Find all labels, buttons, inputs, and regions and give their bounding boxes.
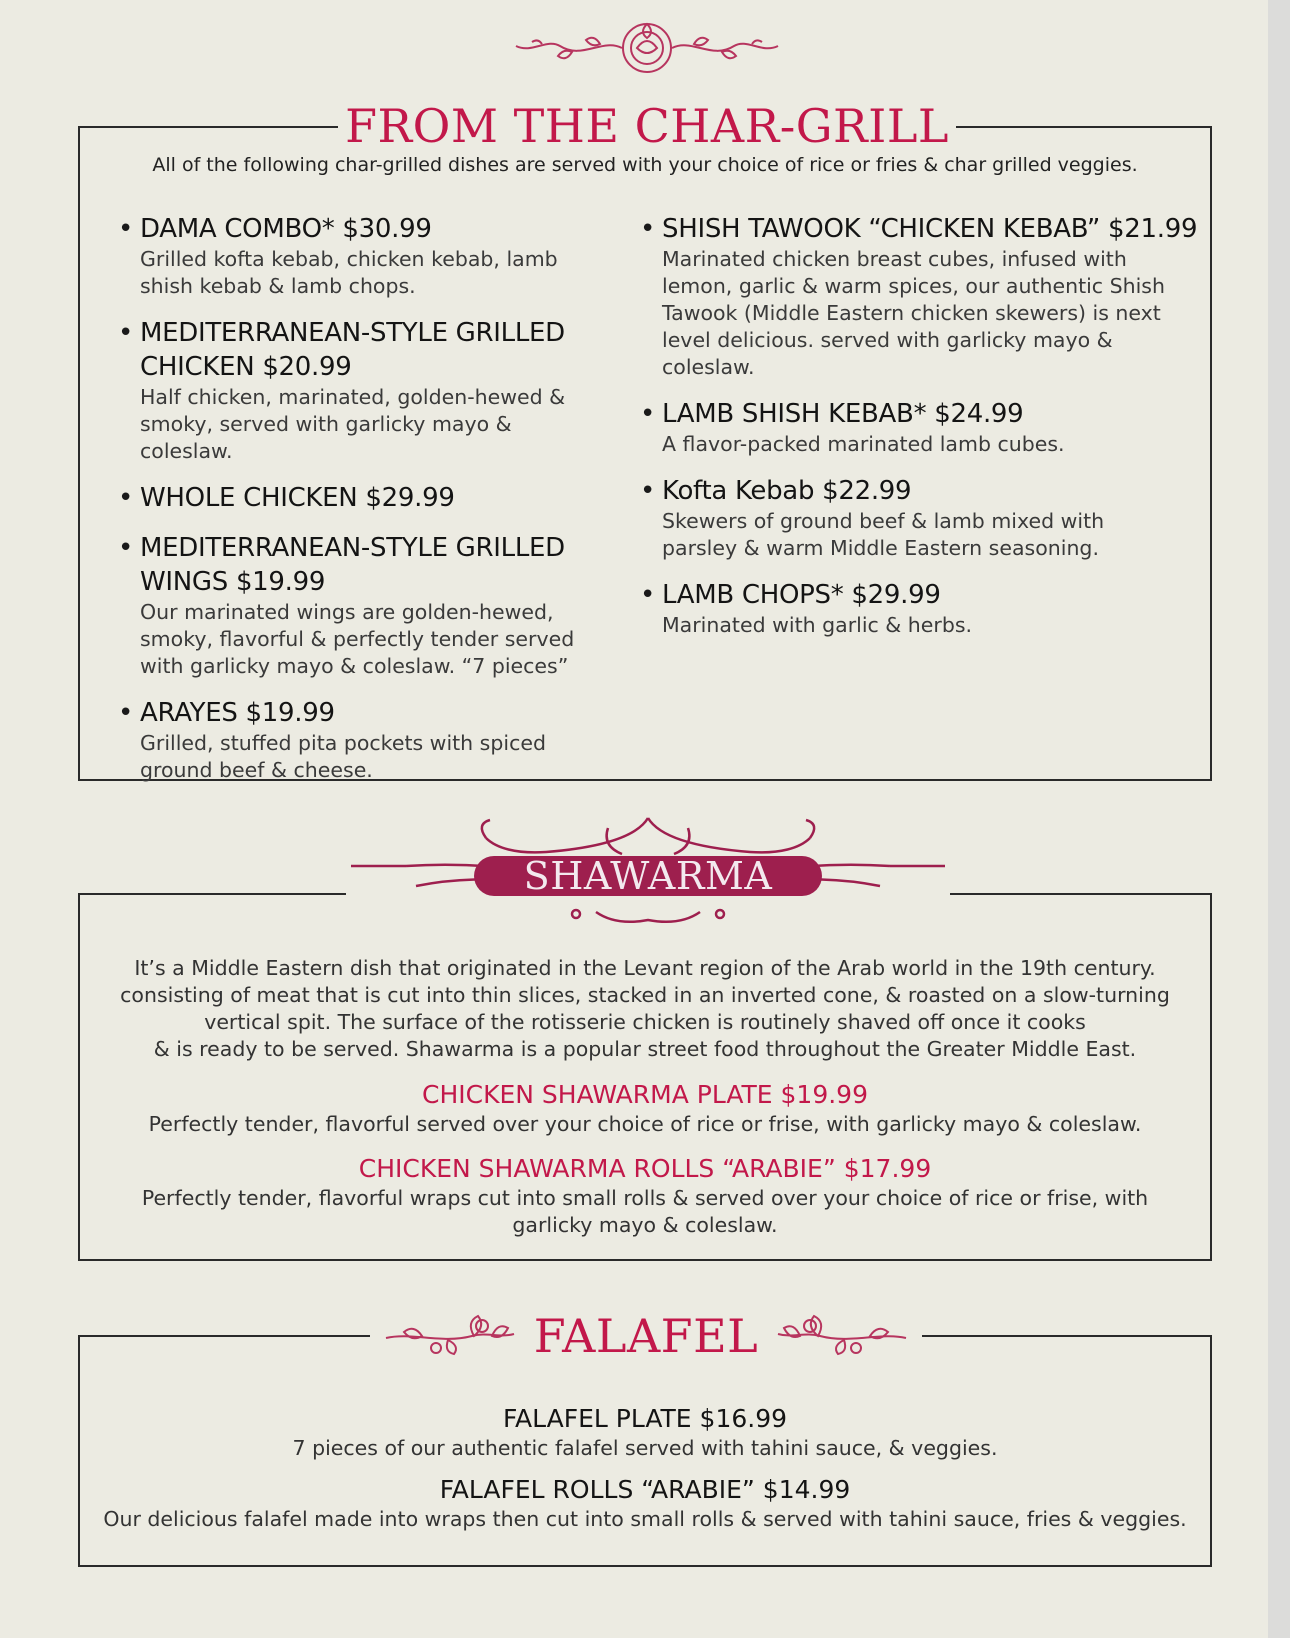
item-name: FALAFEL ROLLS “ARABIE” $14.99 bbox=[439, 1475, 851, 1504]
item-description: Skewers of ground beef & lamb mixed with parsley & warm Middle Eastern seasoning. bbox=[662, 509, 1105, 560]
item-description: Our marinated wings are golden-hewed, smoky, flavorful & perfectly tender served with garlicky mayo & coleslaw. “7 pieces” bbox=[140, 600, 575, 678]
shawarma-section bbox=[78, 893, 1212, 1261]
bullet: • bbox=[640, 580, 656, 610]
intro-line: & is ready to be served. Shawarma is a popular street food throughout the Greater Middle East. bbox=[153, 1037, 1137, 1061]
falafel-section bbox=[78, 1335, 1212, 1567]
item-name: CHICKEN SHAWARMA ROLLS “ARABIE” $17.99 bbox=[358, 1154, 932, 1183]
falafel-item bbox=[80, 1474, 1210, 1533]
item-name: Kofta Kebab $22.99 bbox=[662, 476, 912, 506]
item-description: Grilled, stuffed pita pockets with spiced ground beef & cheese. bbox=[140, 731, 546, 782]
char-grill-left-column bbox=[118, 212, 608, 800]
bullet: • bbox=[118, 214, 134, 244]
char-grill-section bbox=[78, 126, 1212, 781]
item-name: LAMB SHISH KEBAB* $24.99 bbox=[662, 399, 1024, 429]
menu-item bbox=[640, 578, 1200, 639]
item-description: garlicky mayo & coleslaw. bbox=[512, 1213, 778, 1237]
bullet: • bbox=[640, 476, 656, 506]
item-name: SHISH TAWOOK “CHICKEN KEBAB” $21.99 bbox=[662, 214, 1198, 244]
char-grill-right-column bbox=[640, 212, 1200, 655]
item-name: MEDITERRANEAN-STYLE GRILLED WINGS $19.99 bbox=[140, 533, 565, 597]
menu-item bbox=[118, 696, 608, 784]
item-name: WHOLE CHICKEN $29.99 bbox=[140, 483, 455, 513]
menu-item bbox=[118, 316, 608, 465]
item-description: Half chicken, marinated, golden-hewed & smoky, served with garlicky mayo & coleslaw. bbox=[140, 385, 566, 463]
menu-item bbox=[118, 531, 608, 680]
item-name: FALAFEL PLATE $16.99 bbox=[502, 1404, 788, 1433]
menu-item bbox=[118, 212, 608, 300]
item-description: Grilled kofta kebab, chicken kebab, lamb shish kebab & lamb chops. bbox=[140, 247, 558, 298]
item-description: A flavor-packed marinated lamb cubes. bbox=[662, 432, 1065, 456]
falafel-title-wrap bbox=[370, 1308, 922, 1364]
item-name: LAMB CHOPS* $29.99 bbox=[662, 580, 941, 610]
bullet: • bbox=[118, 483, 134, 513]
shawarma-item bbox=[80, 1153, 1210, 1239]
section-title: FROM THE CHAR-GRILL bbox=[345, 99, 949, 153]
menu-item bbox=[118, 481, 608, 515]
bullet: • bbox=[640, 214, 656, 244]
falafel-item bbox=[80, 1403, 1210, 1462]
section-title: SHAWARMA bbox=[523, 854, 773, 898]
intro-line: It’s a Middle Eastern dish that originated in the Levant region of the Arab world in the 19th century. bbox=[134, 956, 1156, 980]
section-title: FALAFEL bbox=[533, 1309, 759, 1363]
bullet: • bbox=[118, 698, 134, 728]
bullet: • bbox=[118, 318, 134, 348]
intro-line: consisting of meat that is cut into thin slices, stacked in an inverted cone, & roasted on a slow-turning bbox=[120, 983, 1170, 1007]
item-name: DAMA COMBO* $30.99 bbox=[140, 214, 432, 244]
item-description: Perfectly tender, flavorful served over your choice of rice or frise, with garlicky mayo & coleslaw. bbox=[148, 1112, 1142, 1136]
shawarma-item bbox=[80, 1079, 1210, 1138]
item-name: CHICKEN SHAWARMA PLATE $19.99 bbox=[422, 1080, 868, 1109]
bullet: • bbox=[640, 399, 656, 429]
item-description: Marinated chicken breast cubes, infused with lemon, garlic & warm spices, our authentic Shish Tawook (Middle Eastern chicken skewers) is next level delicious. served with garlicky mayo & coleslaw. bbox=[662, 247, 1165, 379]
item-name: ARAYES $19.99 bbox=[140, 698, 335, 728]
floral-right-ornament-icon bbox=[770, 1308, 910, 1364]
item-description: Marinated with garlic & herbs. bbox=[662, 613, 973, 637]
char-grill-intro: All of the following char-grilled dishes are served with your choice of rice or fries & char grilled veggies. bbox=[152, 154, 1138, 176]
item-name: MEDITERRANEAN-STYLE GRILLED CHICKEN $20.99 bbox=[140, 318, 565, 382]
bullet: • bbox=[118, 533, 134, 563]
menu-item bbox=[640, 474, 1200, 562]
shawarma-title-wrap bbox=[346, 808, 950, 942]
intro-line: vertical spit. The surface of the rotisserie chicken is routinely shaved off once it cooks bbox=[204, 1010, 1086, 1034]
shawarma-intro bbox=[80, 955, 1210, 1063]
item-description: 7 pieces of our authentic falafel served with tahini sauce, & veggies. bbox=[292, 1436, 998, 1460]
item-description: Perfectly tender, flavorful wraps cut into small rolls & served over your choice of rice or frise, with bbox=[141, 1186, 1149, 1210]
menu-item bbox=[640, 397, 1200, 458]
menu-item bbox=[640, 212, 1200, 381]
page-edge-shade bbox=[1268, 0, 1290, 1638]
item-description: Our delicious falafel made into wraps then cut into small rolls & served with tahini sauce, fries & veggies. bbox=[103, 1507, 1187, 1531]
char-grill-title-wrap bbox=[338, 98, 956, 154]
rose-ornament-icon bbox=[512, 10, 782, 82]
